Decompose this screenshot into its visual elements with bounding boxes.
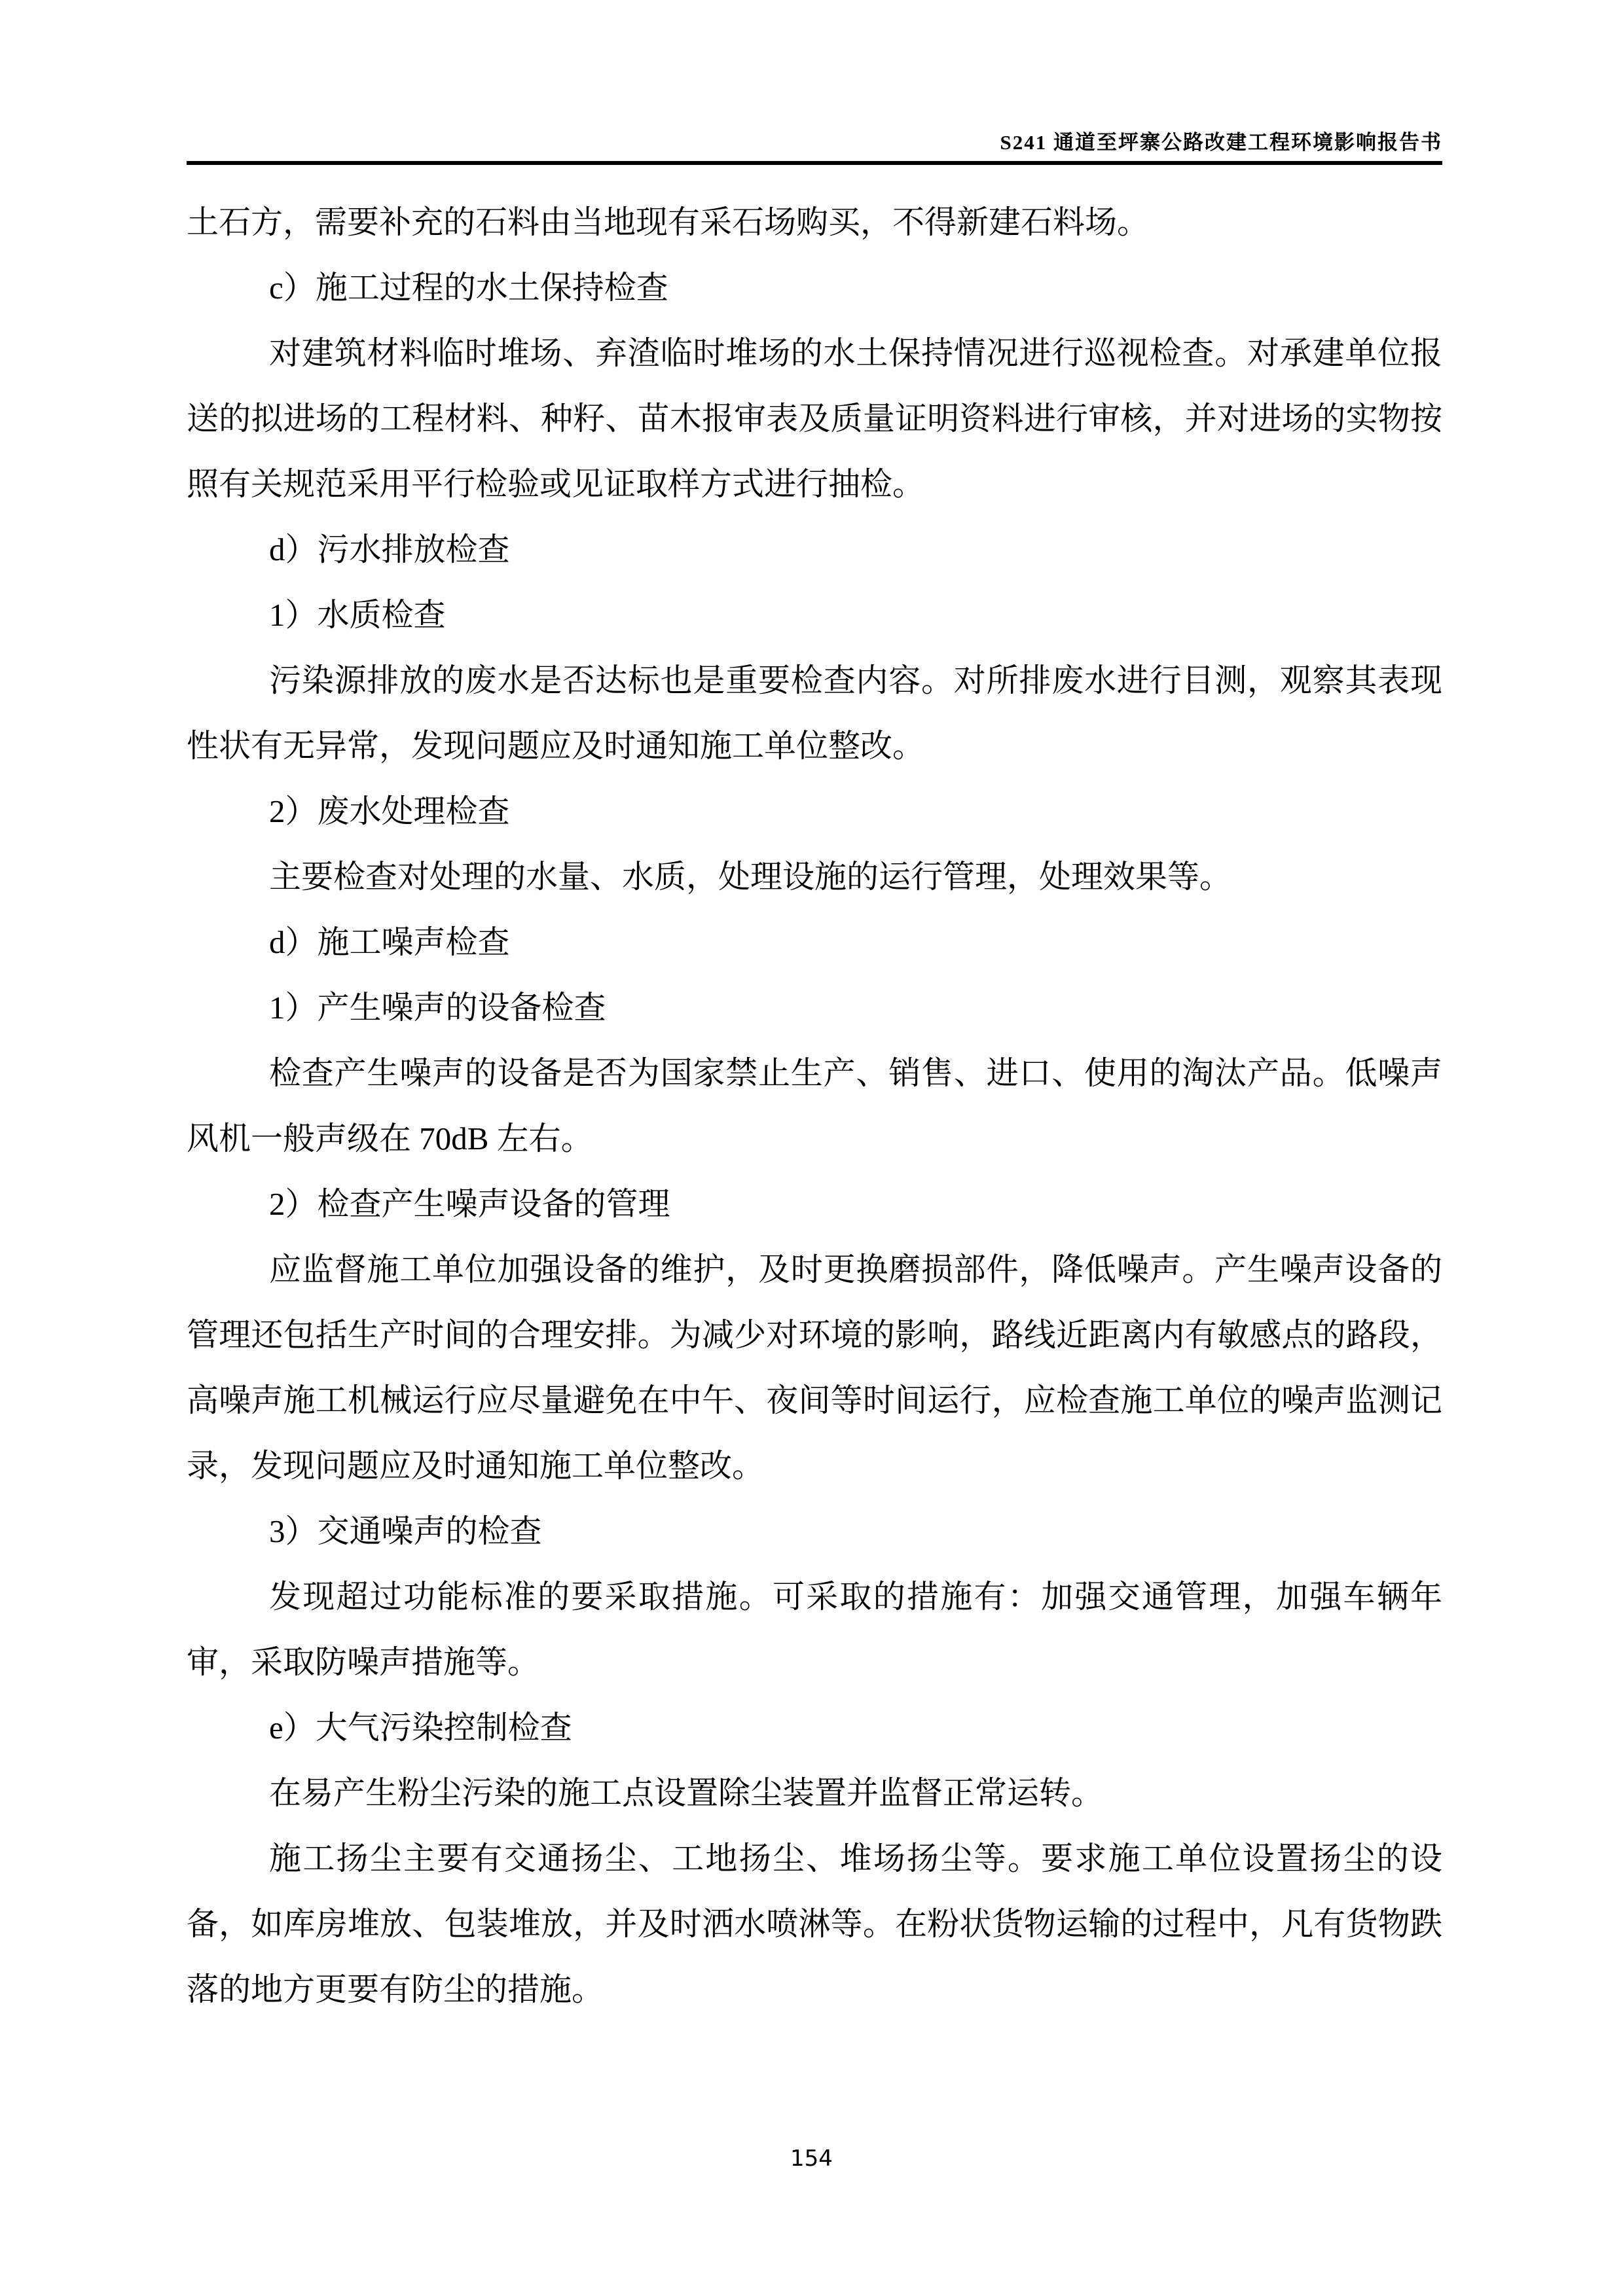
page-number: 154 xyxy=(790,2145,833,2172)
paragraph: 污染源排放的废水是否达标也是重要检查内容。对所排废水进行目测，观察其表现性状有无异常，发现问题应及时通知施工单位整改。 xyxy=(187,662,1442,764)
section-heading: d）污水排放检查 xyxy=(269,531,510,567)
paragraph: 应监督施工单位加强设备的维护，及时更换磨损部件，降低噪声。产生噪声设备的管理还包括生产时间的合理安排。为减少对环境的影响，路线近距离内有敏感点的路段，高噪声施工机械运行应尽量避免在中午、夜间等时间运行，应检查施工单位的噪声监测记录，发现问题应及时通知施工单位整改。 xyxy=(187,1251,1442,1484)
section-heading: e）大气污染控制检查 xyxy=(269,1710,572,1746)
section-heading: 1）水质检查 xyxy=(269,597,446,633)
paragraph: 施工扬尘主要有交通扬尘、工地扬尘、堆场扬尘等。要求施工单位设置扬尘的设备，如库房堆放、包装堆放，并及时洒水喷淋等。在粉状货物运输的过程中，凡有货物跌落的地方更要有防尘的措施。 xyxy=(187,1840,1442,2007)
paragraph: 对建筑材料临时堆场、弃渣临时堆场的水土保持情况进行巡视检查。对承建单位报送的拟进场的工程材料、种籽、苗木报审表及质量证明资料进行审核，并对进场的实物按照有关规范采用平行检验或见证取样方式进行抽检。 xyxy=(187,335,1442,502)
paragraph: 检查产生噪声的设备是否为国家禁止生产、销售、进口、使用的淘汰产品。低噪声风机一般声级在 70dB 左右。 xyxy=(187,1055,1442,1157)
section-heading: 2）废水处理检查 xyxy=(269,793,510,829)
page-header-title: S241 通道至坪寨公路改建工程环境影响报告书 xyxy=(1000,131,1442,154)
header-rule xyxy=(187,161,1442,165)
section-heading: d）施工噪声检查 xyxy=(269,924,510,960)
paragraph-continuation: 土石方，需要补充的石料由当地现有采石场购买，不得新建石料场。 xyxy=(187,204,1150,240)
section-heading: 3）交通噪声的检查 xyxy=(269,1513,542,1549)
body-text xyxy=(187,190,1442,2022)
paragraph: 发现超过功能标准的要采取措施。可采取的措施有：加强交通管理，加强车辆年审，采取防噪声措施等。 xyxy=(187,1579,1442,1680)
section-heading: 1）产生噪声的设备检查 xyxy=(269,990,606,1026)
paragraph: 在易产生粉尘污染的施工点设置除尘装置并监督正常运转。 xyxy=(269,1775,1104,1811)
section-heading: 2）检查产生噪声设备的管理 xyxy=(269,1186,670,1222)
paragraph: 主要检查对处理的水量、水质，处理设施的运行管理，处理效果等。 xyxy=(269,859,1232,895)
section-heading: c）施工过程的水土保持检查 xyxy=(269,270,668,306)
